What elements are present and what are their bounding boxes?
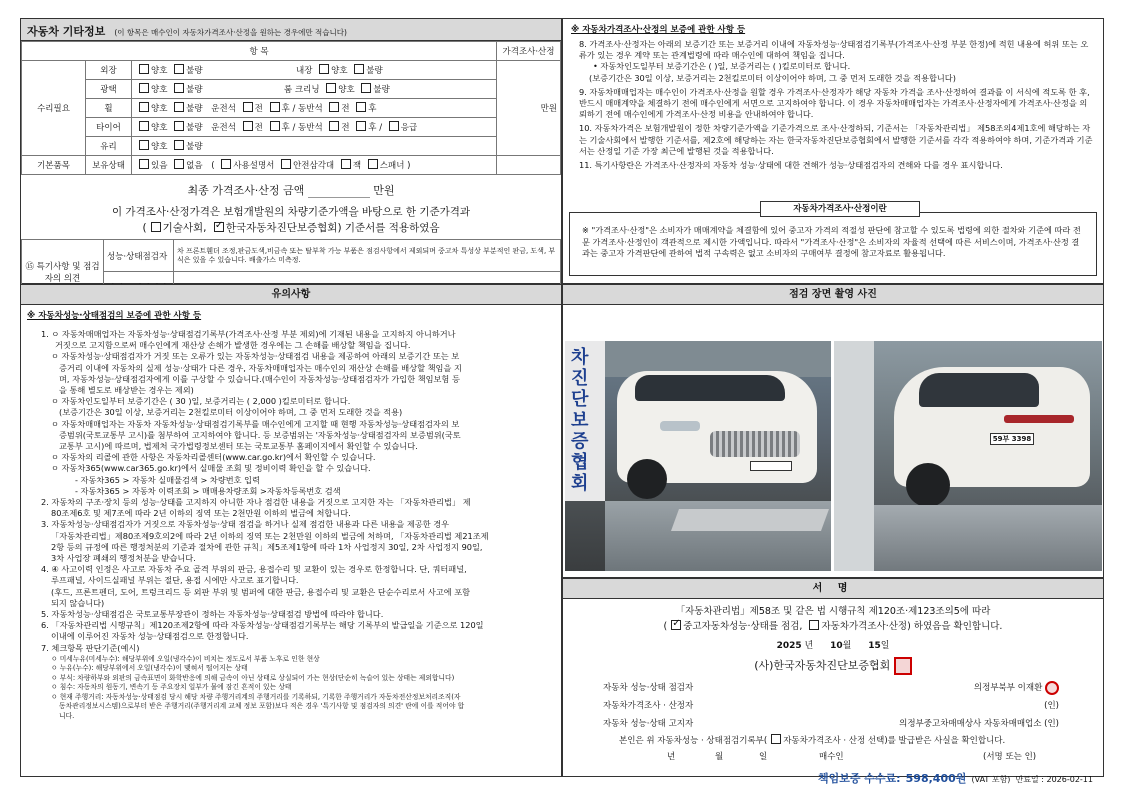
special-label: ⑮ 특기사항 및 점검자의 의견	[22, 240, 104, 304]
final-price-input[interactable]	[308, 184, 370, 198]
criteria-line: ㅇ 누유(누수): 해당부위에서 오일(냉각수)이 맺혀서 떨어지는 상태	[51, 664, 248, 673]
glass-bad-checkbox[interactable]	[174, 140, 184, 150]
sign-rows	[563, 675, 1103, 733]
note-line: 6. 「자동차관리법 시행규칙」제120조제2항에 따라 자동차성능·상태점검기록부는 해당 기록부의 발급일을 기준으로 120일	[41, 620, 484, 631]
car-headlight-left	[660, 421, 700, 431]
fee-vat: (VAT 포함)	[971, 775, 1011, 784]
other-info-panel	[20, 18, 562, 284]
row-gloss-label: 광택	[86, 80, 132, 99]
repair-label: 수리필요	[22, 61, 86, 156]
wheel-pass-rear-checkbox[interactable]	[356, 102, 366, 112]
note-line: 증범위(국토교통부 고시)를 첨부하여 고지하여야 합니다. 등 보증범위는 '자동차성능·상태점검자의 보증범위(국토	[59, 429, 461, 440]
final-price-row	[21, 180, 561, 202]
note-line: 2항 등의 규정에 따른 행정처분의 기준과 절차에 관한 규칙」제5조제1항에 따라 1차 사업정지 30일, 2차 사업정지 90일,	[51, 541, 483, 552]
guarantee-item-10: 10. 자동차가격은 보험개발원이 정한 차량기준가액을 기준가격으로 조사·산정하되, 기준서는 「자동차관리법」 제58조의4제1호에 해당하는 자는 기술사회에서 발행한 기준서를, 제2호에 해당하는 자는 한국자동차진단보증협회에서 발행한 기준서를 각각 적용하여야 하며, 기준가격과 기준서는 산정일 기준 가장 최근에 발행된 것을 적용합니다.	[579, 123, 1093, 156]
wheel-rear-checkbox[interactable]	[270, 102, 280, 112]
row-gloss-options: 양호 불량 룸 크리닝 양호 불량	[132, 80, 497, 99]
wheel-good-checkbox[interactable]	[139, 102, 149, 112]
wheel-front-checkbox[interactable]	[243, 102, 253, 112]
receipt-price-checkbox[interactable]	[771, 734, 781, 744]
photos-header: 점검 장면 촬영 사진	[563, 285, 1103, 305]
col-item-header: 항 목	[22, 42, 497, 61]
gloss-bad-checkbox[interactable]	[174, 83, 184, 93]
tire-rear-checkbox[interactable]	[270, 121, 280, 131]
note-line: 4. ④ 사고이력 인정은 사고로 자동차 주요 골격 부위의 판금, 용접수리 및 교환이 있는 경우로 한정합니다. 단, 쿼터패널,	[41, 564, 467, 575]
price-definition-text: ※ "가격조사·산정"은 소비자가 매매계약을 체결함에 있어 중고자 가격의 적절성 판단에 참고할 수 있도록 법령에 의한 절차와 기준에 따라 전문 가격조사·산정인이 객관적으로 제시한 가액입니다. 따라서 "가격조사·산정"은 소비자의 자율적 선택에 따른 서비스이며, 가격조사·산정 결과는 중고자 가격판단에 관하여 법적 구속력은 없고 소비자의 구매여부 결정에 참고자료로 활용됩니다.	[582, 225, 1081, 258]
sign-inspect-checkbox[interactable]	[671, 620, 681, 630]
note-line: 증거리 이내에 자동차의 실제 성능·상태가 다른 경우, 자동차매매업자는 매수인의 재산상 손해를 배상할 책임을 지	[59, 362, 462, 373]
gloss-good-checkbox[interactable]	[139, 83, 149, 93]
note-line: 되지 않습니다)	[51, 597, 105, 608]
sign-confirm-line: (✓ 중고자동차성능·상태를 점검, 자동차가격조사·산정) 하였음을 확인합니다.	[563, 618, 1103, 632]
note-line: 7. 체크항목 판단기준(예시)	[41, 642, 140, 653]
car-wheel-front	[627, 459, 667, 499]
interior-bad-checkbox[interactable]	[354, 64, 364, 74]
spanner-checkbox[interactable]	[368, 159, 378, 169]
criteria-line: ㅇ 부식: 차량하부와 외판의 금속표면이 화학반응에 의해 금속이 아닌 상태로 상실되어 가는 현상(단순히 녹슬어 있는 상태는 제외합니다)	[51, 673, 455, 682]
price-guarantee-list	[571, 39, 1095, 171]
manual-checkbox[interactable]	[221, 159, 231, 169]
interior-good-checkbox[interactable]	[319, 64, 329, 74]
has-checkbox[interactable]	[139, 159, 149, 169]
notes-list	[21, 329, 561, 654]
criteria-line: ㅇ 현재 주행거리: 자동차성능·상태점검 당시 해당 차량 주행거리계의 주행거리를 기록하되, 기록한 주행거리가 자동차전산정보처리조직(자	[51, 692, 461, 701]
tire-good-checkbox[interactable]	[139, 121, 149, 131]
row-exterior-options: 양호 불량 내장 양호 불량	[132, 61, 497, 80]
final-price-unit: 만원	[373, 184, 395, 197]
note-line: - 자동차365 > 자동차 이력조회 > 매매용차량조회 >자동차등록번호 검색	[75, 485, 341, 496]
car-grille	[710, 431, 800, 457]
final-price-label: 최종 가격조사·산정 금액	[187, 184, 305, 197]
note-line: 「자동차관리법」제80조제9호의2에 따라 2년 이하의 징역 또는 2천만원 이하의 벌금에 처하며, 「자동차관리법 제21조제	[51, 530, 489, 541]
note-line: 며, 자동차성능·상태점검자에게 이를 구상할 수 있습니다.(매수인이 자동차성능·상태점검자가 가입한 책임보험 등	[59, 373, 460, 384]
note-line: 을 통해 별도로 배상받는 경우는 제외)	[59, 385, 194, 396]
car-wheel-rear	[906, 463, 950, 507]
note-line: - 자동차365 > 자동차 실매물검색 > 차량번호 입력	[75, 474, 260, 485]
org-seal	[894, 657, 912, 675]
note-line: 교통부 고시)에 따르며, 법제처 국가법령정보센터 또는 국토교통부 홈페이지에서 확인할 수 있습니다.	[59, 441, 418, 452]
wheel-bad-checkbox[interactable]	[174, 102, 184, 112]
note-line: 3. 자동차성능·상태점검자가 거짓으로 자동차성능·상태 점검을 하거나 실제 점검한 내용과 다른 내용을 제공한 경우	[41, 519, 450, 530]
wheel-pass-front-checkbox[interactable]	[329, 102, 339, 112]
signature-panel	[562, 578, 1104, 785]
garage-wall	[834, 341, 874, 571]
basis-tech-checkbox[interactable]	[151, 222, 161, 232]
note-line: ㅇ 자동차365(www.car365.go.kr)에서 실매물 조회 및 정비이력 확인을 할 수 있습니다.	[51, 463, 371, 474]
other-info-title: 자동차 기타정보	[27, 25, 106, 38]
fee-label: 책임보증 수수료:	[817, 772, 901, 785]
note-line: ㅇ 자동차의 리콜에 관한 사항은 자동차리콜센터(www.car.go.kr)에서 확인할 수 있습니다.	[51, 452, 376, 463]
signature-header: 서 명	[563, 579, 1103, 599]
tire-bad-checkbox[interactable]	[174, 121, 184, 131]
inspector-stamp	[1045, 681, 1059, 695]
buyer-row: 년 월 일 매수인 (서명 또는 인)	[667, 752, 1037, 762]
basic-state-label: 보유상태	[86, 156, 132, 175]
criteria-line: 니다.	[59, 711, 75, 720]
note-line: 80조제6호 및 제7조에 따라 2년 이하의 징역 또는 2천만원 이하의 벌금에 처합니다.	[51, 508, 351, 519]
sign-board-text: 차진단보증협회	[571, 347, 589, 494]
guarantee-item-9: 9. 자동차매매업자는 매수인이 가격조사·산정을 원할 경우 가격조사·산정자가 해당 자동차 가격을 조사·산정하여 결과를 이 서식에 적도록 한 후, 반드시 매매계약을 체결하기 전에 매수인에게 서면으로 고지하여야 합니다. 이 경우 자동차매매업자는 가격조사·산정자에게 가격조사·산정을 의뢰하기 전에 매수인에게 가격조사·산정 비용을 안내하여야 합니다.	[579, 86, 1090, 120]
criteria-list	[21, 654, 561, 722]
inspection-photo-rear	[834, 341, 1102, 571]
room-good-checkbox[interactable]	[326, 83, 336, 93]
note-line: 5. 자동차성능·상태점검은 국토교통부장관이 정하는 자동차성능·상태점검 방법에 따라야 합니다.	[41, 609, 384, 620]
notes-title: ※ 자동차성능·상태점검의 보증에 관한 사항 등	[27, 311, 202, 321]
car-taillight	[1004, 415, 1074, 423]
triangle-checkbox[interactable]	[281, 159, 291, 169]
row-tire-label: 타이어	[86, 118, 132, 137]
row-interior-label: 내장	[295, 66, 313, 76]
guarantee-item-8-note: (보증기간은 30일 이상, 보증거리는 2천킬로미터 이상이어야 하며, 그 중 먼저 도래한 것을 적용합니다)	[589, 72, 956, 83]
sign-price-checkbox[interactable]	[809, 620, 819, 630]
inspector-opinion-text: 차 프론트휀더 조정,판금도색,비금속 또는 탈부착 가능 부품은 점검사항에서 제외되며 중고차 특성상 부분적인 판금, 도색, 부식은 있을 수 있습니다. 배출가스 미측정.	[174, 240, 561, 272]
receipt-line: 본인은 위 자동차성능 · 상태점검기록부( 자동차가격조사 · 산정 선택)를 발급받은 사실을 확인합니다.	[619, 736, 1006, 746]
expiry-date: 만료일 : 2026-02-11	[1015, 775, 1093, 784]
note-line: ㅇ 자동차인도일부터 보증기간은 ( 30 )일, 보증거리는 ( 2,000 )킬로미터로 합니다.	[51, 396, 351, 407]
sign-row-pricer: 자동차가격조사 · 산정자 (인)	[603, 701, 1059, 711]
other-info-note: (이 항목은 매수인이 자동차가격조사·산정을 원하는 경우에만 적습니다)	[114, 28, 347, 37]
basic-items-label: 기본품목	[22, 156, 86, 175]
note-line: (후드, 프론트펜더, 도어, 트렁크리드 등 외판 부위 및 범퍼에 대한 판금, 용접수리 및 교환은 단순수리로서 사고에 포함	[51, 586, 471, 597]
jack-checkbox[interactable]	[341, 159, 351, 169]
sign-org-row	[563, 657, 1103, 675]
exterior-bad-checkbox[interactable]	[174, 64, 184, 74]
row-glass-options: 양호 불량	[132, 137, 497, 156]
lift-ramp	[671, 509, 829, 531]
note-line: 이내에 이루어진 자동차 성능·상태점검으로 한정합니다.	[51, 631, 249, 642]
criteria-line: ㅇ 미세누유(미세누수): 해당부위에 오일(냉각수)이 비치는 정도로서 부품 노후로 인한 현상	[51, 654, 320, 663]
sign-date: 2025 년 10월 15일	[776, 641, 890, 651]
guarantee-item-8-period: • 자동차인도일부터 보증기간은 ( )일, 보증거리는 ( )킬로미터로 합니다.	[593, 61, 851, 72]
row-exterior-label: 외장	[86, 61, 132, 80]
fee-value: 598,400원	[905, 772, 967, 785]
guarantee-item-8: 8. 가격조사·산정자는 아래의 보증기간 또는 보증거리 이내에 자동차성능·상태점검기록부(가격조사·산정 부분 한정)에 적힌 내용에 허위 또는 오류가 있는 경우 계약 또는 관계법령에 따라 매수인에 대하여 책임을 집니다.	[579, 39, 1089, 61]
row-tire-options: 양호 불량 운전석 전 후 / 동반석 전 후 / 응급	[132, 118, 497, 137]
sign-law-line: 「자동차관리법」제58조 및 같은 법 시행규칙 제120조·제123조의5에 따라	[675, 606, 991, 617]
row-wheel-options: 양호 불량 운전석 전 후 / 동반석 전 후	[132, 99, 497, 118]
note-line: 1. ㅇ 자동차매매업자는 자동차성능·상태점검기록부(가격조사·산정 부분 제외)에 기재된 내용을 고지하지 아니하거나	[41, 329, 456, 339]
inspection-photo-front	[565, 341, 831, 571]
sign-row-notifier: 자동차 성능·상태 고지자 의정부중고차매매상사 자동차매매업소 (인)	[603, 719, 1059, 729]
none-checkbox[interactable]	[174, 159, 184, 169]
tire-emergency-checkbox[interactable]	[389, 121, 399, 131]
notes-header: 유의사항	[21, 285, 561, 305]
fee-row	[563, 767, 1103, 786]
note-line: ㅇ 자동차성능·상태점검자가 거짓 또는 오류가 있는 자동차성능·상태점검 내용을 제공하여 아래의 보증기간 또는 보	[51, 351, 460, 362]
glass-good-checkbox[interactable]	[139, 140, 149, 150]
price-definition-box	[569, 204, 1097, 276]
basis-line-2: ( 기술사회, ✓ 한국자동차진단보증협회) 기준서를 적용하였음	[21, 220, 561, 235]
price-unit: 만원	[497, 61, 561, 156]
lift-platform-rear	[874, 505, 1102, 571]
car-windshield	[635, 375, 785, 401]
other-info-title-bar	[21, 19, 561, 41]
sign-row-inspector: 자동차 성능·상태 점검자 의정부북부 이재환	[603, 679, 1059, 697]
row-wheel-label: 휠	[86, 99, 132, 118]
note-line: 루프패널, 사이드실패널 부위는 절단, 용접 시에만 사고로 표기합니다.	[51, 575, 299, 586]
note-line: 거짓으로 고지함으로써 매수인에게 재산상 손해가 발생한 경우에는 그 손해를 배상할 책임을 집니다.	[55, 340, 411, 351]
price-definition-title: 자동차가격조사·산정이란	[760, 201, 920, 217]
note-line: (보증기간은 30일 이상, 보증거리는 2천킬로미터 이상이어야 하며, 그 중 먼저 도래한 것을 적용)	[59, 407, 403, 418]
basic-items-options: 있음 없음 ( 사용설명서 안전삼각대 잭 스패너 )	[132, 156, 497, 175]
note-line: 3차 사업장 폐쇄의 행정처분을 받습니다.	[51, 553, 196, 564]
car-rear-window	[919, 373, 1039, 407]
price-guarantee-panel	[562, 18, 1104, 284]
price-guarantee-title: ※ 자동차가격조사·산정의 보증에 관한 사항 등	[571, 25, 746, 35]
exterior-good-checkbox[interactable]	[139, 64, 149, 74]
inspector-opinion-label: 성능·상태점검자	[104, 240, 174, 272]
row-glass-label: 유리	[86, 137, 132, 156]
tire-pass-front-checkbox[interactable]	[329, 121, 339, 131]
car-plate-rear: 59부 3398	[990, 433, 1034, 445]
note-line: ㅇ 자동차매매업자는 자동차 자동차성능·상태점검기록부를 매수인에게 고지할 때 현행 자동차성능·상태점검자의 보	[51, 418, 460, 429]
repair-table	[21, 41, 561, 175]
criteria-line: 동차관리정보시스템)으로부터 받은 주행거리(주행거리계 교체 정보 포함)보다 적은 경우 '특기사항 및 점검자의 의견' 란에 이를 적어야 합	[59, 702, 465, 711]
tire-pass-rear-checkbox[interactable]	[356, 121, 366, 131]
sign-org: (사)한국자동차진단보증협회	[754, 659, 891, 672]
basis-kaia-checkbox[interactable]	[214, 222, 224, 232]
row-room-label: 룸 크리닝	[283, 85, 320, 95]
car-plate-front	[750, 461, 792, 471]
note-line: 2. 자동차의 구조·장치 등의 성능·상태를 고지하지 아니한 자나 점검한 내용을 거짓으로 고지한 자는 「자동차관리법」 제	[41, 497, 471, 508]
col-price-header: 가격조사·산정	[497, 42, 561, 61]
basis-line-1: 이 가격조사·산정가격은 보험개발원의 차량기준가액을 바탕으로 한 기준가격과	[111, 206, 471, 218]
notes-panel	[20, 284, 562, 777]
criteria-line: ㅇ 침수: 자동차의 원동기, 변속기 등 주요장치 일부가 물에 잠긴 흔적이 있는 상태	[51, 683, 292, 692]
photos-panel	[562, 284, 1104, 578]
tire-front-checkbox[interactable]	[243, 121, 253, 131]
room-bad-checkbox[interactable]	[361, 83, 371, 93]
guarantee-item-11: 11. 특기사항란은 가격조사·산정자의 자동차 성능·상태에 대한 견해가 성능·상태점검자의 견해와 다를 경우 표시합니다.	[579, 160, 1003, 171]
